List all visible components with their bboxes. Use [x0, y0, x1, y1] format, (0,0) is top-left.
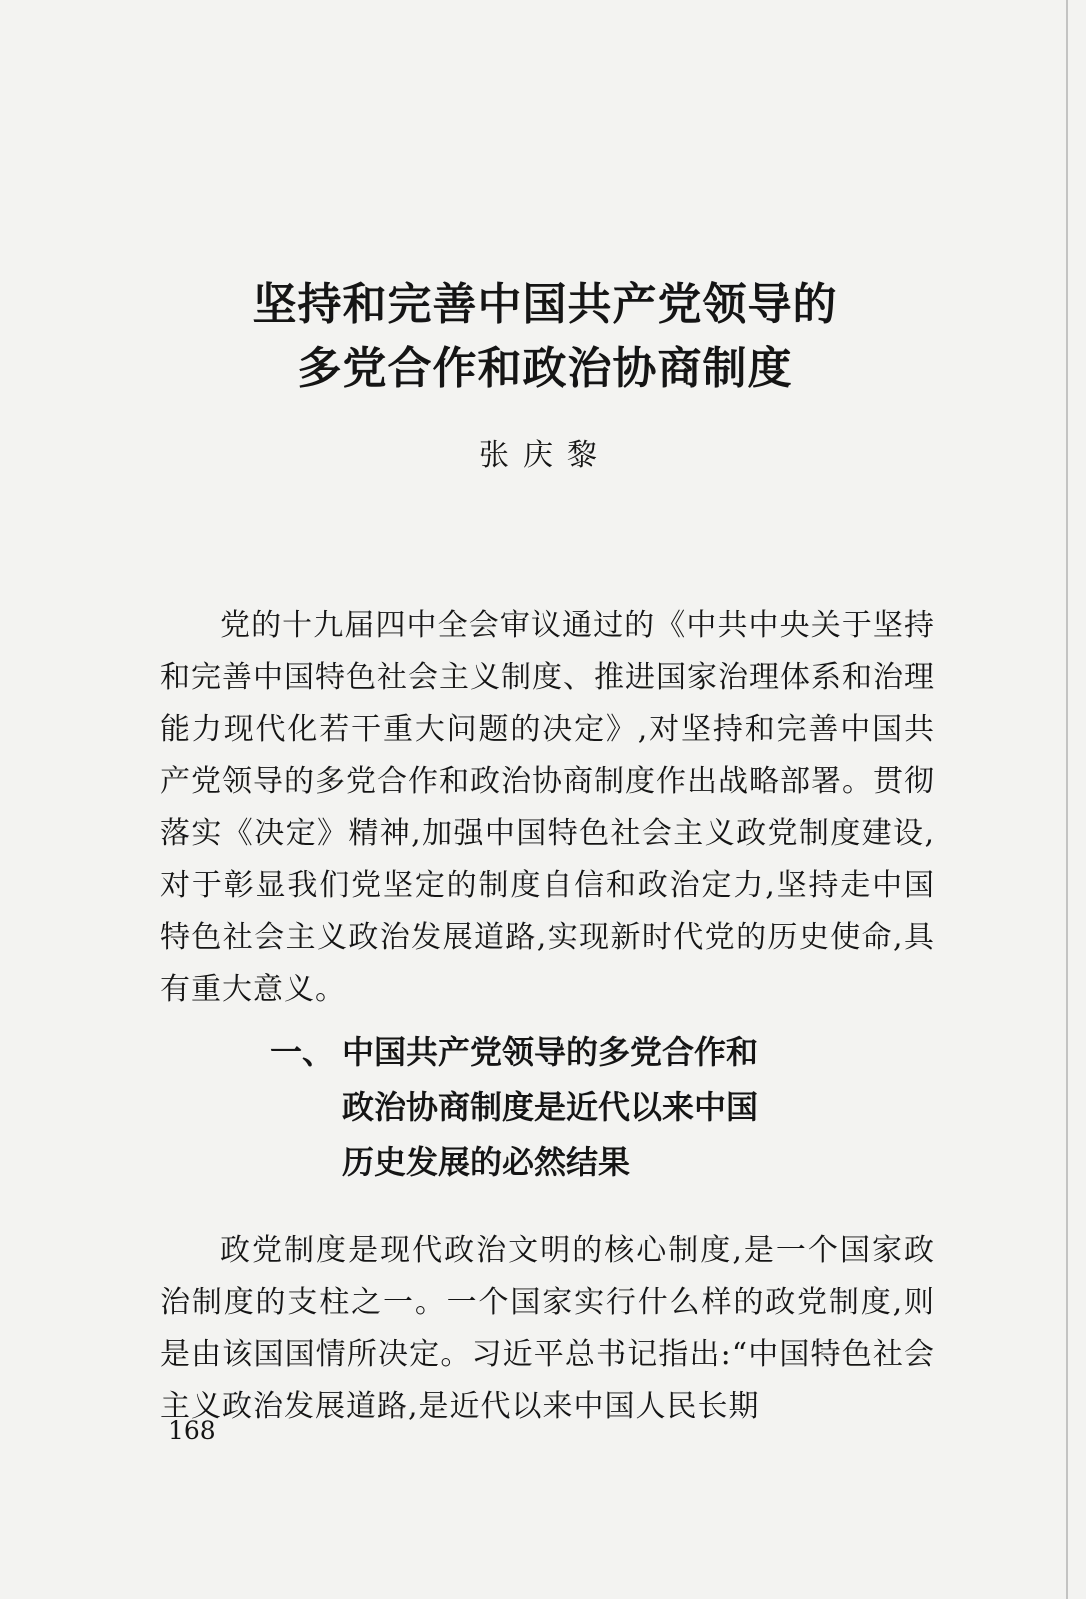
article-title-line-2: 多党合作和政治协商制度 [297, 343, 793, 394]
article-author: 张庆黎 [479, 438, 611, 473]
article-title-line-1: 坚持和完善中国共产党领导的 [252, 279, 838, 330]
body-paragraph-1: 党的十九届四中全会审议通过的《中共中央关于坚持和完善中国特色社会主义制度、推进国家治理体系和治理能力现代化若干重大问题的决定》,对坚持和完善中国共产党领导的多党合作和政治协商制度作出战略部署。贯彻落实《决定》精神,加强中国特色社会主义政党制度建设,对于彰显我们党坚定的制度自信和政治定力,坚持走中国特色社会主义政治发展道路,实现新时代党的历史使命,具有重大意义。 [160, 608, 935, 1007]
section-heading-text-1: 中国共产党领导的多党合作和 [342, 1033, 759, 1071]
page-edge-rule [1066, 0, 1068, 1599]
section-heading [270, 1025, 870, 1190]
section-heading-line-1 [270, 1025, 870, 1080]
section-heading-line-2: 政治协商制度是近代以来中国 [342, 1088, 759, 1126]
section-heading-line-3: 历史发展的必然结果 [342, 1143, 631, 1181]
body-paragraph-2: 政党制度是现代政治文明的核心制度,是一个国家政治制度的支柱之一。一个国家实行什么样的政党制度,则是由该国国情所决定。习近平总书记指出:“中国特色社会主义政治发展道路,是近代以来中国人民长期 [160, 1233, 935, 1424]
page-number: 168 [168, 1416, 216, 1445]
section-number: 一、 [270, 1033, 335, 1071]
